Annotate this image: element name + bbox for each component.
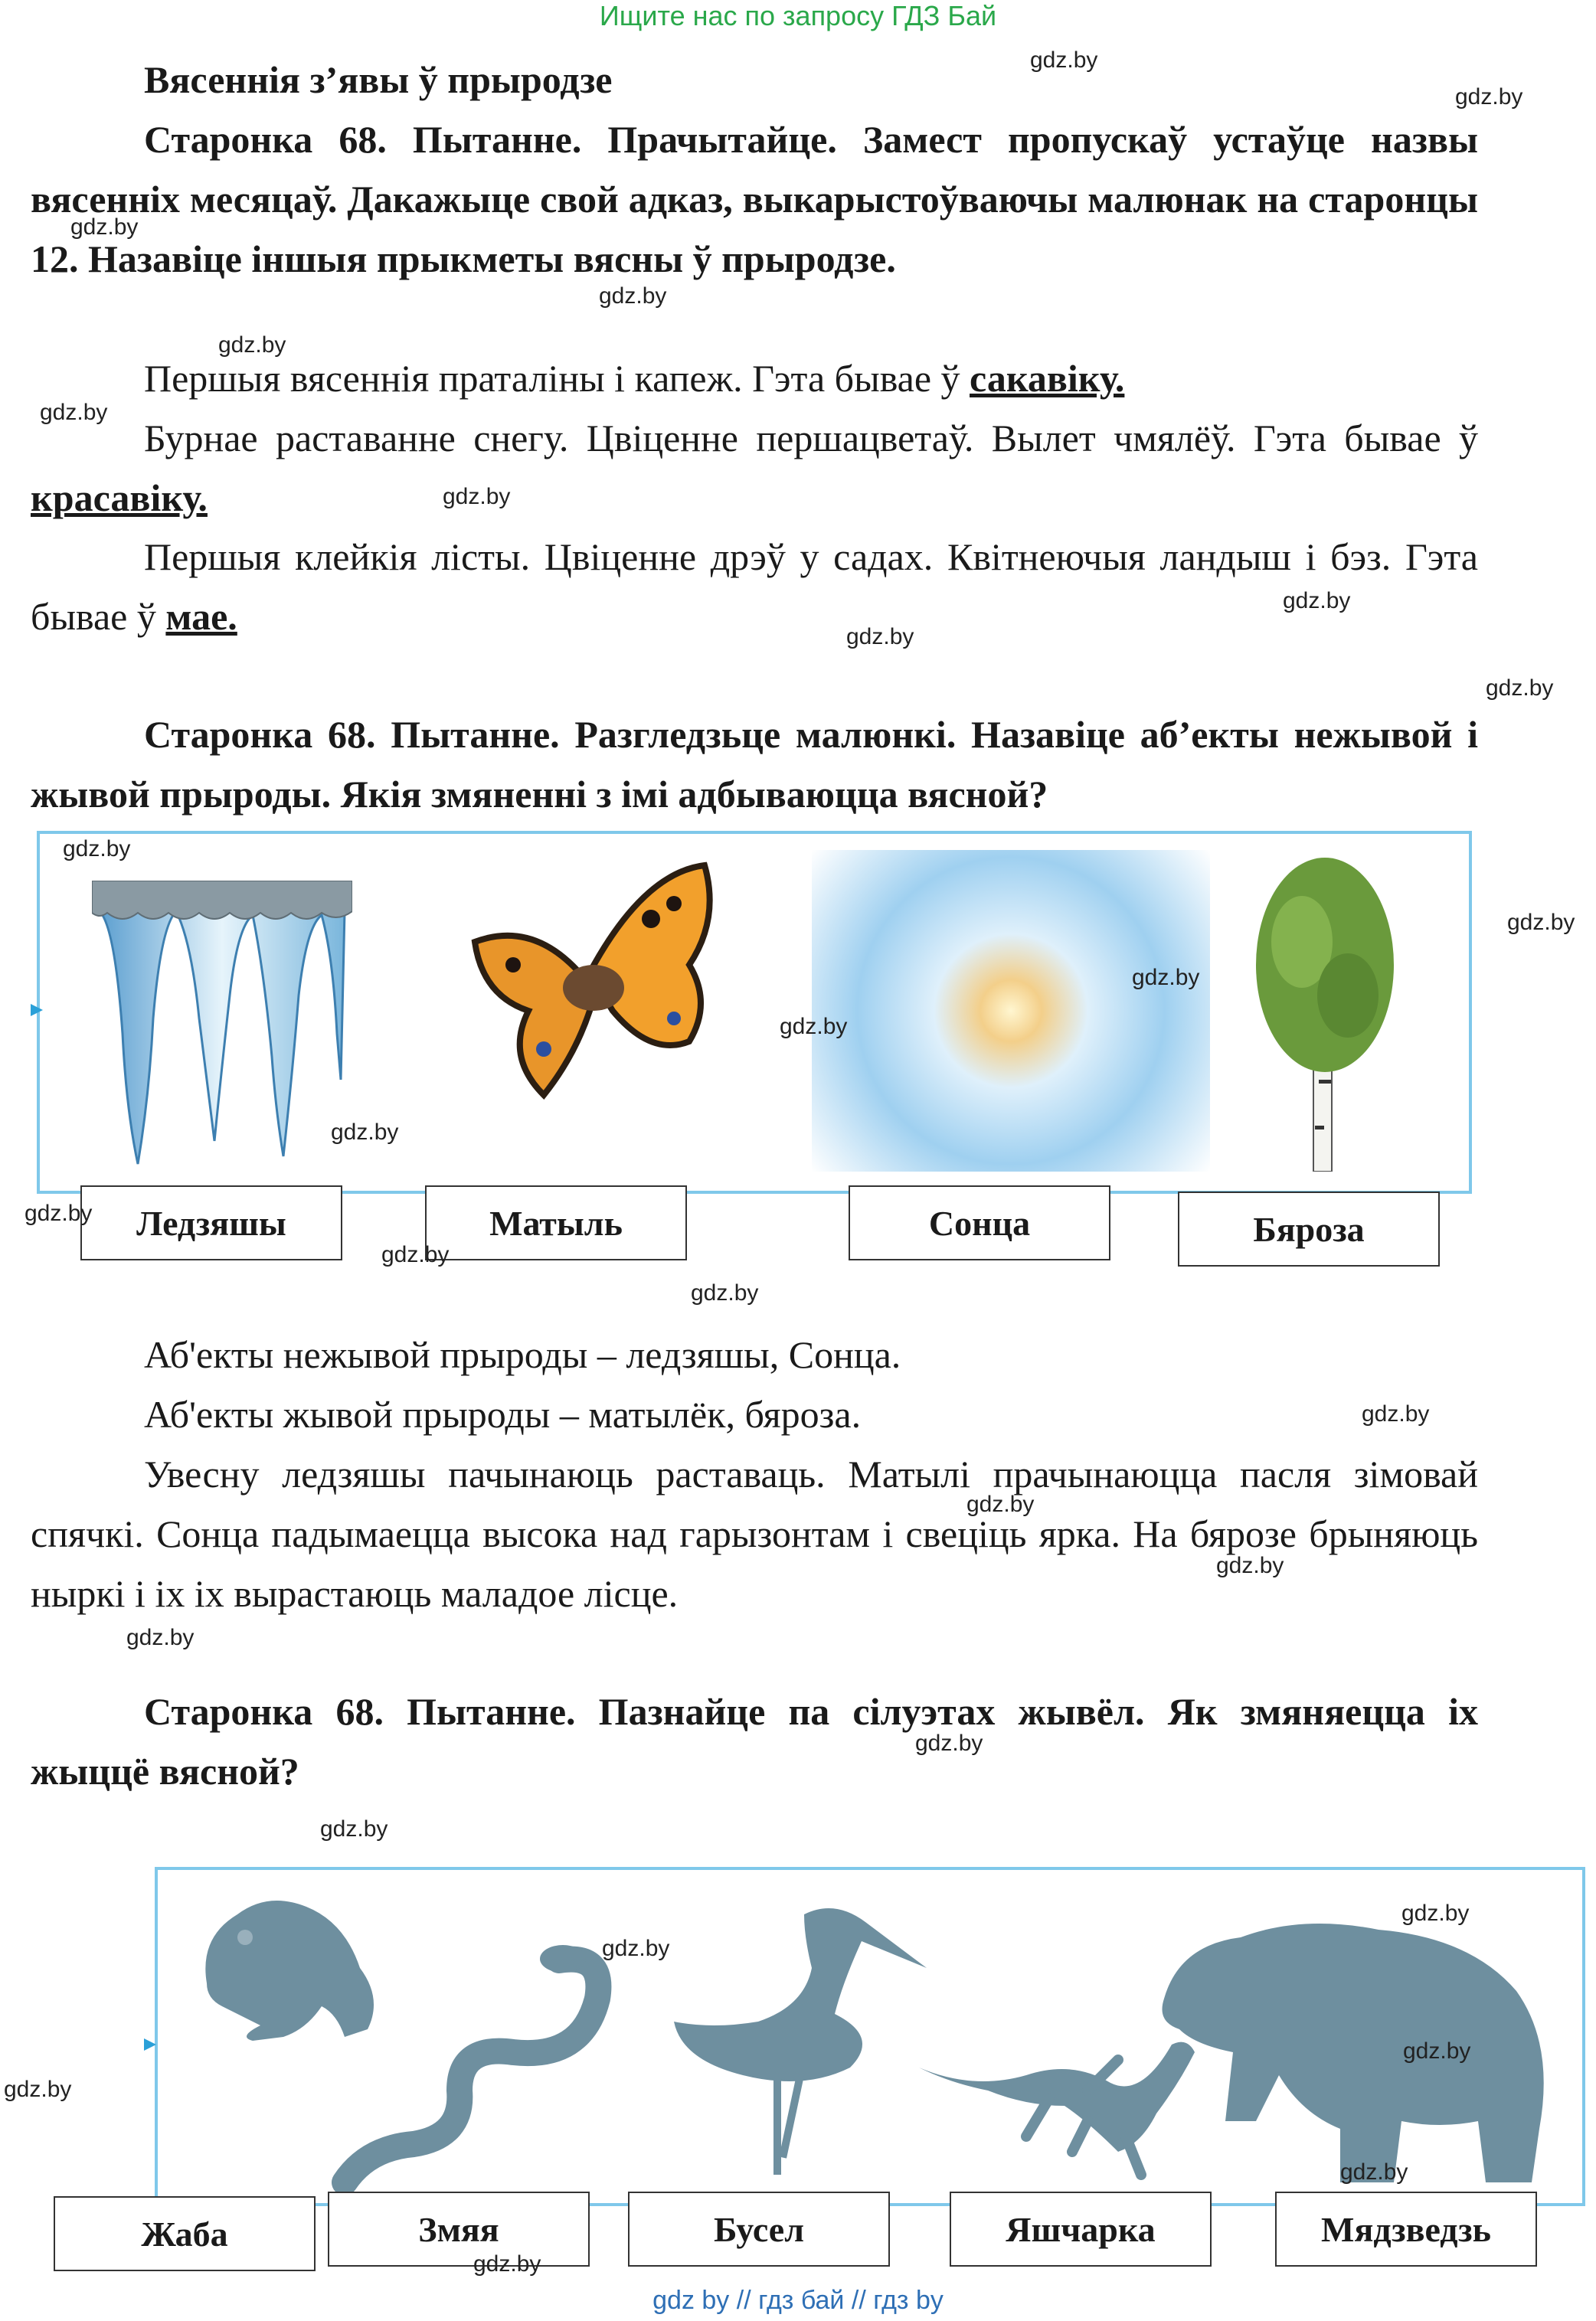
watermark: gdz.by: [70, 214, 139, 240]
label-sun: Сонца: [849, 1185, 1110, 1260]
watermark: gdz.by: [443, 484, 511, 509]
watermark: gdz.by: [846, 624, 914, 649]
bear-silhouette: [1149, 1899, 1562, 2190]
watermark: gdz.by: [320, 1816, 388, 1842]
watermark: gdz.by: [1507, 910, 1575, 935]
watermark: gdz.by: [40, 400, 108, 425]
snake-silhouette: [329, 1937, 620, 2198]
answer-1-text: Першыя вясеннія праталіны і капеж. Гэта бывае ў: [144, 357, 970, 400]
label-butterfly: Матыль: [425, 1185, 687, 1260]
watermark: gdz.by: [1486, 675, 1554, 701]
top-banner: Ищите нас по запросу ГДЗ Бай: [599, 0, 997, 31]
watermark: gdz.by: [1132, 965, 1200, 990]
watermark: gdz.by: [1283, 588, 1351, 613]
label-icicles: Ледзяшы: [80, 1185, 342, 1260]
frame-marker-arrow-2: [144, 2038, 156, 2051]
watermark: gdz.by: [63, 836, 131, 861]
watermark: gdz.by: [1030, 47, 1098, 73]
watermark: gdz.by: [1216, 1553, 1284, 1578]
watermark: gdz.by: [1403, 2038, 1471, 2064]
butterfly-image: [460, 858, 720, 1103]
watermark: gdz.by: [691, 1280, 759, 1306]
answer-2-month: красавіку.: [31, 476, 208, 519]
label-snake: Змяя: [328, 2192, 590, 2267]
question-1: Старонка 68. Пытанне. Прачытайце. Замест пропускаў устаўце назвы вясенніх месяцаў. Дакажыце свой адказ, выкарыстоўваючы малюнак на старонцы 12. Назавіце іншыя прыкметы вясны ў прыродзе.: [31, 118, 1478, 280]
label-frog: Жаба: [54, 2196, 316, 2271]
watermark: gdz.by: [1340, 2159, 1408, 2185]
watermark: gdz.by: [218, 332, 286, 358]
watermark: gdz.by: [599, 283, 667, 309]
answer-3-text: Першыя клейкія лісты. Цвіценне дрэў у садах. Квітнеючыя ландыш і бэз. Гэта бывае ў: [31, 535, 1478, 638]
label-lizard: Яшчарка: [950, 2192, 1212, 2267]
watermark: gdz.by: [780, 1014, 848, 1039]
watermark: gdz.by: [381, 1242, 450, 1267]
answer-changes: Увесну ледзяшы пачынаюць раставаць. Матылі прачынаюцца пасля зімовай спячкі. Сонца падымаецца высока над гарызонтам і свеціць ярка. На бярозе брыняюць ныркі і іх іх вырастаюць маладое лісце.: [31, 1453, 1478, 1615]
answer-3: [31, 527, 1478, 646]
footer-links: gdz by // гдз бай // гдз by: [652, 2286, 944, 2315]
question-2: Старонка 68. Пытанне. Разгледзьце малюнкі. Назавіце аб’екты нежывой і жывой прыроды. Якія змяненні з імі адбываюцца вясной?: [31, 713, 1478, 816]
watermark: gdz.by: [602, 1936, 670, 1961]
watermark: gdz.by: [915, 1731, 983, 1756]
icicles-image: [92, 881, 352, 1172]
watermark: gdz.by: [126, 1625, 195, 1650]
watermark: gdz.by: [25, 1201, 93, 1226]
label-stork: Бусел: [628, 2192, 890, 2267]
label-bear: Мядзведзь: [1275, 2192, 1537, 2267]
stork-silhouette: [651, 1891, 942, 2182]
sun-image: [812, 850, 1210, 1172]
frame-marker-arrow: [31, 1004, 43, 1016]
watermark: gdz.by: [1401, 1901, 1470, 1926]
watermark: gdz.by: [4, 2077, 72, 2102]
answer-1-month: сакавіку.: [970, 357, 1125, 400]
label-birch: Бяроза: [1178, 1192, 1440, 1267]
answer-2-text: Бурнае раставанне снегу. Цвіценне першацветаў. Вылет чмялёў. Гэта бывае ў: [144, 417, 1478, 459]
answer-inanimate: Аб'екты нежывой прыроды – ледзяшы, Сонца.: [144, 1333, 901, 1376]
watermark: gdz.by: [1455, 84, 1523, 110]
answer-3-month: мае.: [165, 595, 237, 638]
answer-animate: Аб'екты жывой прыроды – матылёк, бяроза.: [144, 1393, 862, 1436]
birch-image: [1241, 850, 1409, 1172]
watermark: gdz.by: [473, 2251, 541, 2277]
answer-2: [31, 408, 1478, 528]
section-title: Вясеннія з’явы ў прыродзе: [144, 58, 613, 101]
question-3: Старонка 68. Пытанне. Пазнайце па сілуэтах жывёл. Як змяняецца іх жыццё вясной?: [31, 1690, 1478, 1793]
watermark: gdz.by: [331, 1120, 399, 1145]
watermark: gdz.by: [1362, 1401, 1430, 1427]
watermark: gdz.by: [966, 1492, 1035, 1517]
